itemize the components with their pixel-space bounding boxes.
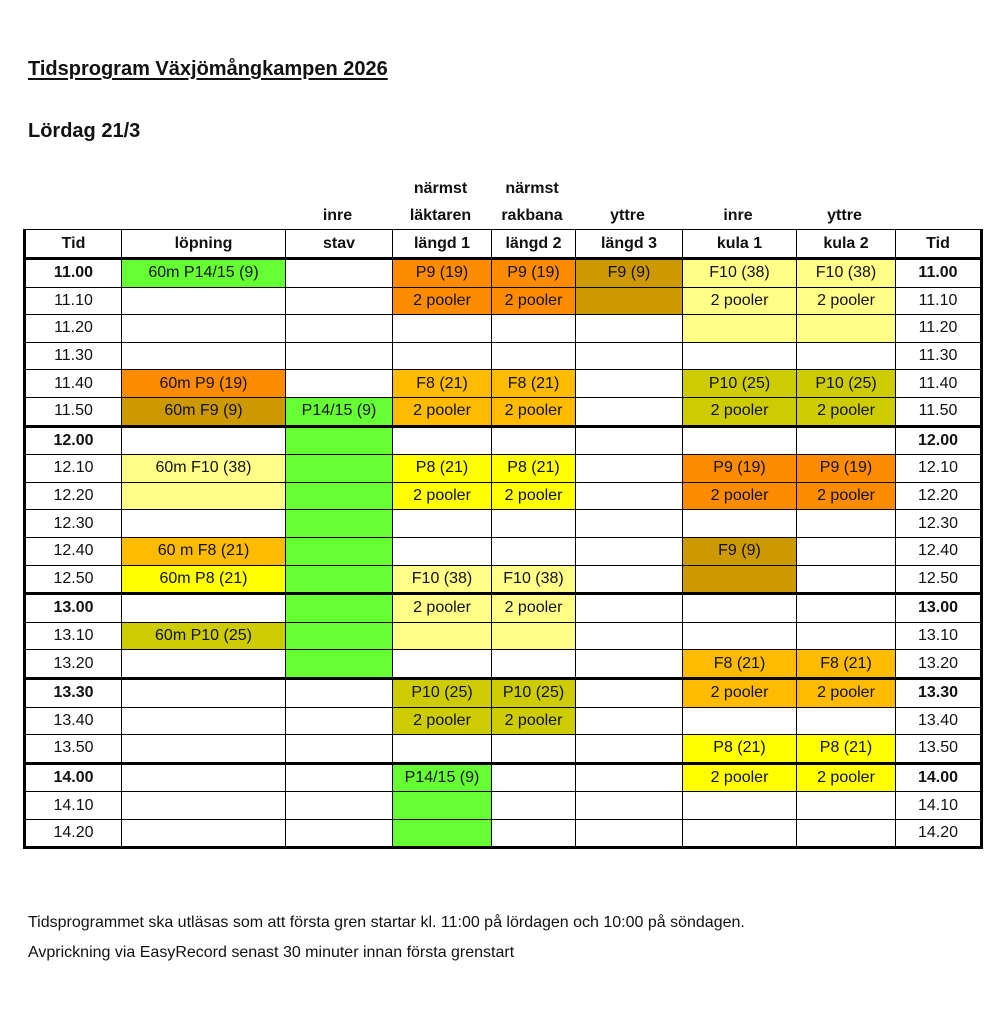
table-row	[25, 482, 982, 510]
cell-kula2	[797, 819, 896, 848]
cell-langd2	[492, 537, 576, 565]
cell-kula2	[797, 565, 896, 594]
cell-kula2: 2 pooler	[797, 678, 896, 707]
table-row	[25, 370, 982, 398]
cell-kula1	[683, 426, 797, 455]
table-row	[25, 678, 982, 707]
time-cell-left: 11.10	[25, 287, 122, 315]
table-row	[25, 537, 982, 565]
table-row	[25, 397, 982, 426]
cell-kula1	[683, 792, 797, 820]
cell-kula2	[797, 537, 896, 565]
cell-lopning	[122, 315, 286, 343]
time-cell-right: 11.50	[896, 397, 982, 426]
cell-langd1	[393, 792, 492, 820]
time-cell-right: 14.20	[896, 819, 982, 848]
time-cell-right: 12.30	[896, 510, 982, 538]
cell-langd2: F10 (38)	[492, 565, 576, 594]
cell-langd2: 2 pooler	[492, 287, 576, 315]
cell-lopning: 60m F10 (38)	[122, 455, 286, 483]
cell-lopning	[122, 482, 286, 510]
cell-kula2: P9 (19)	[797, 455, 896, 483]
cell-langd2	[492, 763, 576, 792]
cell-langd2	[492, 510, 576, 538]
cell-langd3	[576, 482, 683, 510]
cell-langd3	[576, 819, 683, 848]
cell-langd3: F9 (9)	[576, 259, 683, 288]
cell-stav	[286, 565, 393, 594]
cell-kula1: P8 (21)	[683, 735, 797, 764]
time-cell-left: 13.20	[25, 650, 122, 679]
time-cell-left: 14.10	[25, 792, 122, 820]
time-cell-left: 12.10	[25, 455, 122, 483]
cell-kula2	[797, 315, 896, 343]
cell-langd2	[492, 426, 576, 455]
table-row	[25, 565, 982, 594]
cell-kula2	[797, 342, 896, 370]
cell-langd2: 2 pooler	[492, 397, 576, 426]
cell-stav	[286, 650, 393, 679]
cell-langd2	[492, 315, 576, 343]
kula1-superheader: inre	[723, 207, 753, 224]
time-cell-left: 12.40	[25, 537, 122, 565]
cell-kula1: F10 (38)	[683, 259, 797, 288]
cell-kula1: P9 (19)	[683, 455, 797, 483]
column-header-langd3: längd 3	[576, 230, 683, 259]
table-row	[25, 735, 982, 764]
table-row	[25, 259, 982, 288]
cell-langd1	[393, 650, 492, 679]
cell-langd2: F8 (21)	[492, 370, 576, 398]
column-header-time-right: Tid	[896, 230, 982, 259]
cell-langd3	[576, 370, 683, 398]
cell-stav	[286, 315, 393, 343]
cell-stav	[286, 455, 393, 483]
cell-langd2: 2 pooler	[492, 594, 576, 623]
header-row	[25, 230, 982, 259]
footer-note: Tidsprogrammet ska utläsas som att första gren startar kl. 11:00 på lördagen och 10:00 på söndagen.	[28, 914, 745, 931]
cell-langd1	[393, 426, 492, 455]
time-cell-right: 11.30	[896, 342, 982, 370]
cell-stav	[286, 735, 393, 764]
cell-lopning	[122, 735, 286, 764]
table-row	[25, 455, 982, 483]
time-cell-right: 12.20	[896, 482, 982, 510]
column-header-lopning: löpning	[122, 230, 286, 259]
cell-lopning	[122, 763, 286, 792]
time-cell-left: 11.30	[25, 342, 122, 370]
time-cell-left: 11.20	[25, 315, 122, 343]
cell-langd1: P9 (19)	[393, 259, 492, 288]
column-header-kula1: kula 1	[683, 230, 797, 259]
cell-langd3	[576, 510, 683, 538]
time-cell-left: 12.50	[25, 565, 122, 594]
time-cell-right: 13.10	[896, 622, 982, 650]
cell-stav: P14/15 (9)	[286, 397, 393, 426]
cell-langd2	[492, 792, 576, 820]
cell-kula1: F8 (21)	[683, 650, 797, 679]
cell-langd2	[492, 819, 576, 848]
time-cell-right: 11.00	[896, 259, 982, 288]
time-cell-right: 11.10	[896, 287, 982, 315]
cell-kula2	[797, 426, 896, 455]
cell-stav	[286, 763, 393, 792]
cell-kula2: P10 (25)	[797, 370, 896, 398]
table-row	[25, 426, 982, 455]
table-row	[25, 342, 982, 370]
cell-lopning	[122, 287, 286, 315]
cell-stav	[286, 792, 393, 820]
cell-lopning: 60m P14/15 (9)	[122, 259, 286, 288]
time-cell-right: 13.30	[896, 678, 982, 707]
cell-stav	[286, 287, 393, 315]
time-cell-right: 12.00	[896, 426, 982, 455]
document-title: Tidsprogram Växjömångkampen 2026	[28, 58, 388, 80]
table-row	[25, 287, 982, 315]
time-cell-left: 11.00	[25, 259, 122, 288]
cell-langd1: 2 pooler	[393, 707, 492, 735]
time-cell-left: 13.30	[25, 678, 122, 707]
cell-kula2: F10 (38)	[797, 259, 896, 288]
cell-langd3	[576, 287, 683, 315]
cell-stav	[286, 370, 393, 398]
cell-kula2: 2 pooler	[797, 763, 896, 792]
cell-langd1	[393, 819, 492, 848]
cell-kula1	[683, 594, 797, 623]
cell-kula2	[797, 622, 896, 650]
cell-langd1	[393, 537, 492, 565]
cell-langd3	[576, 342, 683, 370]
time-cell-left: 13.10	[25, 622, 122, 650]
cell-lopning	[122, 678, 286, 707]
cell-langd2	[492, 650, 576, 679]
langd2-superheader-line1: närmst	[505, 180, 559, 197]
column-header-time: Tid	[25, 230, 122, 259]
cell-langd1: F10 (38)	[393, 565, 492, 594]
langd1-superheader-line1: närmst	[413, 180, 468, 197]
time-cell-right: 14.00	[896, 763, 982, 792]
cell-langd3	[576, 537, 683, 565]
footer-note-checkin: Avprickning via EasyRecord senast 30 minuter innan första grenstart	[28, 944, 515, 961]
langd2-superheader-line2: rakbana	[501, 207, 563, 224]
cell-langd3	[576, 455, 683, 483]
cell-langd1: 2 pooler	[393, 397, 492, 426]
cell-kula1	[683, 565, 797, 594]
cell-stav	[286, 707, 393, 735]
cell-langd1	[393, 622, 492, 650]
cell-kula1	[683, 707, 797, 735]
time-cell-left: 12.30	[25, 510, 122, 538]
cell-lopning: 60m P8 (21)	[122, 565, 286, 594]
cell-kula1: P10 (25)	[683, 370, 797, 398]
cell-langd3	[576, 622, 683, 650]
cell-kula1	[683, 622, 797, 650]
cell-langd3	[576, 763, 683, 792]
cell-kula1	[683, 315, 797, 343]
cell-kula1: 2 pooler	[683, 678, 797, 707]
cell-kula2: 2 pooler	[797, 287, 896, 315]
langd1-superheader-line2: läktaren	[409, 207, 472, 224]
time-cell-left: 11.40	[25, 370, 122, 398]
cell-stav	[286, 622, 393, 650]
cell-langd2	[492, 342, 576, 370]
column-header-langd1: längd 1	[393, 230, 492, 259]
cell-kula2	[797, 707, 896, 735]
time-cell-right: 11.20	[896, 315, 982, 343]
cell-lopning: 60m P9 (19)	[122, 370, 286, 398]
time-cell-left: 11.50	[25, 397, 122, 426]
cell-langd1: P14/15 (9)	[393, 763, 492, 792]
time-cell-right: 11.40	[896, 370, 982, 398]
time-cell-right: 13.40	[896, 707, 982, 735]
time-cell-right: 12.10	[896, 455, 982, 483]
cell-langd2: 2 pooler	[492, 707, 576, 735]
cell-langd2: P8 (21)	[492, 455, 576, 483]
cell-kula1: 2 pooler	[683, 482, 797, 510]
cell-stav	[286, 342, 393, 370]
cell-kula1: 2 pooler	[683, 763, 797, 792]
cell-langd3	[576, 397, 683, 426]
cell-kula2	[797, 594, 896, 623]
cell-langd1	[393, 342, 492, 370]
cell-lopning	[122, 792, 286, 820]
cell-langd1: P8 (21)	[393, 455, 492, 483]
cell-langd1: F8 (21)	[393, 370, 492, 398]
cell-langd1	[393, 315, 492, 343]
cell-langd1	[393, 510, 492, 538]
table-row	[25, 707, 982, 735]
cell-stav	[286, 482, 393, 510]
cell-kula1	[683, 510, 797, 538]
cell-langd3	[576, 707, 683, 735]
cell-langd2: 2 pooler	[492, 482, 576, 510]
time-cell-left: 12.20	[25, 482, 122, 510]
cell-kula2: F8 (21)	[797, 650, 896, 679]
cell-kula2: 2 pooler	[797, 482, 896, 510]
time-cell-right: 13.50	[896, 735, 982, 764]
cell-langd1	[393, 735, 492, 764]
cell-kula2: 2 pooler	[797, 397, 896, 426]
cell-kula1: 2 pooler	[683, 397, 797, 426]
cell-lopning	[122, 510, 286, 538]
cell-lopning	[122, 342, 286, 370]
table-row	[25, 315, 982, 343]
cell-langd1: 2 pooler	[393, 594, 492, 623]
cell-kula1	[683, 342, 797, 370]
cell-langd2: P10 (25)	[492, 678, 576, 707]
table-row	[25, 622, 982, 650]
cell-stav	[286, 510, 393, 538]
cell-langd2	[492, 622, 576, 650]
table-row	[25, 763, 982, 792]
cell-stav	[286, 678, 393, 707]
time-cell-right: 12.40	[896, 537, 982, 565]
cell-kula2	[797, 792, 896, 820]
cell-lopning	[122, 707, 286, 735]
cell-langd3	[576, 650, 683, 679]
cell-langd2	[492, 735, 576, 764]
stav-superheader: inre	[322, 207, 353, 224]
column-header-kula2: kula 2	[797, 230, 896, 259]
table-row	[25, 819, 982, 848]
time-cell-right: 13.20	[896, 650, 982, 679]
cell-kula1	[683, 819, 797, 848]
cell-langd3	[576, 426, 683, 455]
time-cell-right: 14.10	[896, 792, 982, 820]
cell-langd1: 2 pooler	[393, 287, 492, 315]
cell-langd1: 2 pooler	[393, 482, 492, 510]
time-cell-left: 14.20	[25, 819, 122, 848]
cell-kula1: 2 pooler	[683, 287, 797, 315]
cell-langd3	[576, 678, 683, 707]
cell-langd3	[576, 735, 683, 764]
time-cell-left: 13.40	[25, 707, 122, 735]
column-header-langd2: längd 2	[492, 230, 576, 259]
cell-kula1: F9 (9)	[683, 537, 797, 565]
cell-langd3	[576, 792, 683, 820]
cell-lopning: 60m P10 (25)	[122, 622, 286, 650]
cell-lopning	[122, 819, 286, 848]
cell-langd3	[576, 594, 683, 623]
cell-langd3	[576, 565, 683, 594]
schedule-table	[23, 229, 983, 849]
table-row	[25, 792, 982, 820]
cell-kula2	[797, 510, 896, 538]
cell-kula2: P8 (21)	[797, 735, 896, 764]
cell-langd1: P10 (25)	[393, 678, 492, 707]
cell-stav	[286, 426, 393, 455]
cell-stav	[286, 819, 393, 848]
cell-stav	[286, 594, 393, 623]
cell-stav	[286, 537, 393, 565]
langd3-superheader: yttre	[610, 207, 645, 224]
time-cell-left: 13.50	[25, 735, 122, 764]
time-cell-right: 12.50	[896, 565, 982, 594]
cell-langd3	[576, 315, 683, 343]
cell-lopning	[122, 426, 286, 455]
day-heading: Lördag 21/3	[28, 120, 141, 142]
cell-lopning	[122, 650, 286, 679]
cell-lopning: 60 m F8 (21)	[122, 537, 286, 565]
cell-stav	[286, 259, 393, 288]
table-row	[25, 650, 982, 679]
table-row	[25, 510, 982, 538]
kula2-superheader: yttre	[827, 207, 862, 224]
time-cell-left: 13.00	[25, 594, 122, 623]
table-row	[25, 594, 982, 623]
cell-lopning: 60m F9 (9)	[122, 397, 286, 426]
time-cell-right: 13.00	[896, 594, 982, 623]
time-cell-left: 14.00	[25, 763, 122, 792]
column-header-stav: stav	[286, 230, 393, 259]
cell-langd2: P9 (19)	[492, 259, 576, 288]
time-cell-left: 12.00	[25, 426, 122, 455]
cell-lopning	[122, 594, 286, 623]
